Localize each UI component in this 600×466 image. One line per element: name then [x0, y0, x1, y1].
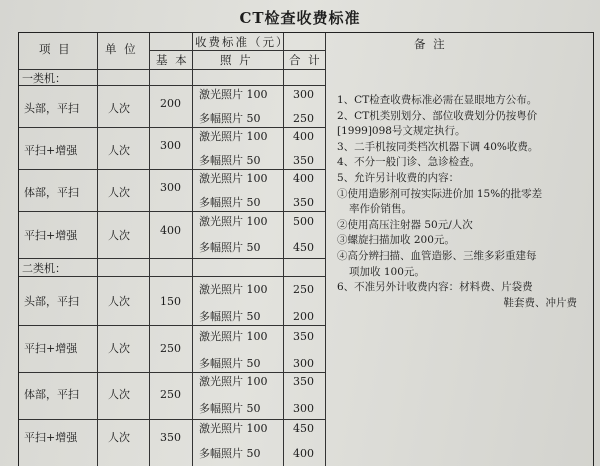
note-line: ②使用高压注射器 50元/人次 [337, 218, 473, 231]
note-line: 项加收 100元。 [349, 265, 425, 278]
row-film: 多幅照片 50 [199, 112, 261, 125]
row-item: 平扫+增强 [24, 229, 78, 242]
header-base: 基 本 [156, 53, 189, 67]
category-label: 一类机： [22, 72, 66, 85]
header-item: 项 目 [39, 42, 72, 56]
col-divider [325, 33, 326, 466]
row-base: 300 [160, 139, 181, 152]
remarks-notes [337, 93, 587, 311]
note-line: 5、允许另计收费的内容： [337, 171, 460, 184]
header-remarks: 备 注 [414, 37, 447, 51]
note-line: 鞋套费、冲片费 [503, 296, 577, 309]
row-item: 头部，平扫 [24, 295, 79, 308]
note-line: 1、CT检查收费标准必需在显眼地方公布。 [337, 94, 538, 106]
row-film: 激光照片 100 [199, 330, 268, 343]
row-unit: 人次 [108, 431, 130, 444]
row-total: 450 [293, 422, 314, 435]
row-item: 体部，平扫 [24, 186, 79, 199]
row-divider [19, 169, 325, 170]
row-base: 200 [160, 97, 181, 110]
row-unit: 人次 [108, 102, 130, 115]
row-total: 350 [293, 330, 314, 343]
row-film: 多幅照片 50 [199, 196, 261, 209]
row-film: 激光照片 100 [199, 172, 268, 185]
col-divider [192, 33, 193, 466]
fee-table [18, 32, 594, 466]
row-base: 350 [160, 431, 181, 444]
row-film: 激光照片 100 [199, 130, 268, 143]
row-unit: 人次 [108, 388, 130, 401]
row-divider [19, 372, 325, 373]
note-line: 2、CT机类别划分、部位收费划分仍按粤价 [337, 109, 538, 122]
row-unit: 人次 [108, 144, 130, 157]
row-total: 350 [293, 154, 314, 167]
row-item: 平扫+增强 [24, 144, 78, 157]
header-film: 照 片 [220, 53, 253, 67]
row-total: 400 [293, 130, 314, 143]
row-total: 250 [293, 112, 314, 125]
row-film: 多幅照片 50 [199, 310, 261, 323]
header-unit: 单 位 [105, 42, 138, 56]
row-base: 150 [160, 295, 181, 308]
header-standard: 收费标准（元） [195, 35, 290, 49]
row-unit: 人次 [108, 342, 130, 355]
row-film: 多幅照片 50 [199, 447, 261, 460]
page-title: CT检查收费标准 [239, 9, 361, 27]
row-total: 250 [293, 283, 314, 296]
row-unit: 人次 [108, 229, 130, 242]
col-divider [283, 33, 284, 466]
header-total: 合 计 [289, 53, 322, 67]
row-base: 300 [160, 181, 181, 194]
row-total: 450 [293, 241, 314, 254]
row-base: 250 [160, 388, 181, 401]
row-base: 250 [160, 342, 181, 355]
row-divider [19, 127, 325, 128]
note-line: 率作价销售。 [349, 203, 412, 216]
row-unit: 人次 [108, 186, 130, 199]
row-total: 500 [293, 215, 314, 228]
row-divider [19, 276, 325, 277]
col-divider [149, 33, 150, 466]
row-film: 多幅照片 50 [199, 241, 261, 254]
row-film: 激光照片 100 [199, 283, 268, 296]
row-total: 300 [293, 357, 314, 370]
row-film: 多幅照片 50 [199, 357, 261, 370]
row-divider [149, 50, 325, 51]
row-item: 头部，平扫 [24, 102, 79, 115]
row-item: 体部，平扫 [24, 388, 79, 401]
row-film: 多幅照片 50 [199, 154, 261, 167]
row-divider [19, 325, 325, 326]
row-divider [19, 419, 325, 420]
row-item: 平扫+增强 [24, 431, 78, 444]
row-total: 350 [293, 196, 314, 209]
row-total: 400 [293, 447, 314, 460]
row-unit: 人次 [108, 295, 130, 308]
row-divider [19, 69, 325, 70]
note-line: ①使用造影剂可按实际进价加 15%的批零差 [337, 187, 543, 200]
row-total: 200 [293, 310, 314, 323]
note-line: ③螺旋扫描加收 200元。 [337, 234, 455, 247]
note-line: 6、不准另外计收费内容：材料费、片袋费 [337, 281, 533, 294]
row-film: 激光照片 100 [199, 215, 268, 228]
row-item: 平扫+增强 [24, 342, 78, 355]
row-total: 400 [293, 172, 314, 185]
row-total: 300 [293, 402, 314, 415]
note-line: 4、不分一般门诊、急诊检查。 [337, 156, 481, 169]
row-divider [19, 258, 325, 259]
row-film: 激光照片 100 [199, 375, 268, 388]
row-film: 多幅照片 50 [199, 402, 261, 415]
row-base: 400 [160, 224, 181, 237]
note-line: [1999]098号文规定执行。 [337, 125, 466, 138]
note-line: 3、二手机按同类档次机器下调 40%收费。 [337, 140, 539, 153]
col-divider [97, 33, 98, 466]
row-total: 350 [293, 375, 314, 388]
row-film: 激光照片 100 [199, 422, 268, 435]
row-divider [19, 211, 325, 212]
row-total: 300 [293, 88, 314, 101]
category-label: 二类机： [22, 262, 66, 275]
row-film: 激光照片 100 [199, 88, 268, 101]
note-line: ④高分辨扫描、血管造影、三维多彩重建每 [337, 249, 537, 262]
row-divider [19, 85, 325, 86]
